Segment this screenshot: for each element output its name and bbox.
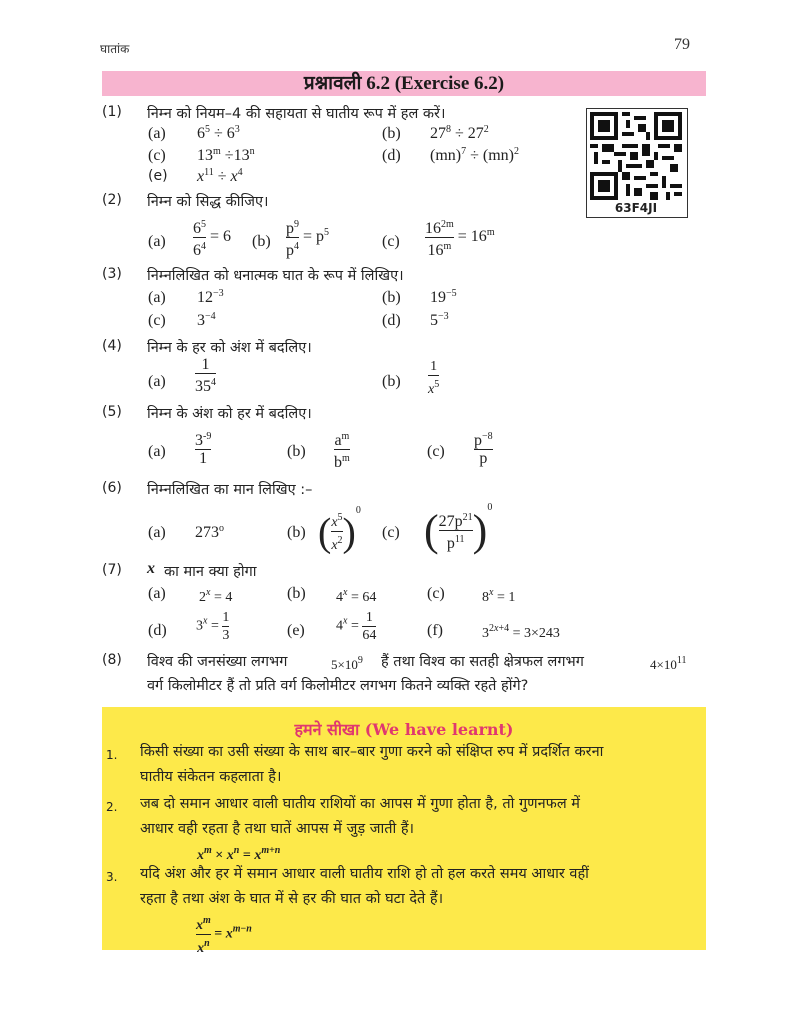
q2c-expr: $\frac{16^{2m}}{16^m}$ = $16^m$ [425,219,495,259]
q7-variable: x [147,560,155,577]
learnt-2-line2: आधार वही रहता है तथा घातें आपस में जुड़ जाती हैं। [140,821,415,837]
q3a-label: (a) [148,289,166,306]
q3-number: (3) [102,266,122,282]
q7e-expr: $4^x$ = $\frac{1}{64}$ [336,610,377,643]
q8-text-2: वर्ग किलोमीटर हैं तो प्रति वर्ग किलोमीटर लगभग कितने व्यक्ति रहते होंगे? [147,678,529,694]
q5-number: (5) [102,404,122,420]
q7d-label: (d) [148,622,167,639]
learnt-2-formula: $x^m \times x^n = x^{m+n}$ [197,845,281,863]
q6-text: निम्नलिखित का मान लिखिए :– [147,482,313,498]
q6b-expr: ( $\frac{x^5}{x^2}$ )$^0$ [318,505,361,555]
q4a-expr: $\frac{1}{35^4}$ [195,356,216,395]
learnt-2-number: 2. [106,800,118,814]
q7b-label: (b) [287,585,306,602]
q3b-label: (b) [382,289,401,306]
q4b-label: (b) [382,373,401,390]
q7f-label: (f) [427,622,443,639]
q8-text-1b: हैं तथा विश्व का सतही क्षेत्रफल लगभग [381,654,584,670]
q2a-expr: $\frac{6^5}{6^4}$ = 6 [193,219,232,259]
q1e-label: (e) [148,168,168,184]
q3d-expr: $5^{-3}$ [430,311,449,329]
q3d-label: (d) [382,312,401,329]
q7e-label: (e) [287,622,305,639]
q4-text: निम्न के हर को अंश में बदलिए। [147,340,312,356]
learnt-2-line1: जब दो समान आधार वाली घातीय राशियों का आपस में गुणा होता है, तो गुणनफल में [140,796,580,812]
q5a-expr: $\frac{3^{-9}}{1}$ [195,431,212,467]
learnt-3-line2: रहता है तथा अंश के घात में से हर की घात को घटा देते हैं। [140,891,444,907]
q5-text: निम्न के अंश को हर में बदलिए। [147,406,312,422]
q3a-expr: $12^{-3}$ [197,288,224,306]
learnt-title: हमने सीखा (We have learnt) [294,720,514,739]
q7a-expr: $2^x = 4$ [199,587,233,605]
q8-number: (8) [102,652,122,668]
q3c-expr: $3^{-4}$ [197,311,216,329]
q8-area: $4\times 10^{11}$ [650,655,687,672]
q1a-label: (a) [148,125,166,142]
q6-number: (6) [102,480,122,496]
q4-number: (4) [102,338,122,354]
q5c-expr: $\frac{p^{-8}}{p}$ [474,431,493,467]
q2a-label: (a) [148,233,166,250]
q5b-expr: $\frac{a^m}{b^m}$ [334,431,350,471]
q1-number: (1) [102,104,122,120]
learnt-1-line1: किसी संख्या का उसी संख्या के साथ बार–बार गुणा करने को संक्षिप्त रुप में प्रदर्शित करना [140,744,604,760]
q4b-expr: $\frac{1}{x^5}$ [428,359,440,397]
learnt-3-number: 3. [106,870,118,884]
learnt-1-number: 1. [106,748,118,762]
q1c-expr: $13^m \div 13^n$ [197,146,255,164]
q7c-expr: $8^x = 1$ [482,587,516,605]
q2c-label: (c) [382,233,400,250]
qr-code-icon [590,112,682,200]
q3-text: निम्नलिखित को धनात्मक घात के रूप में लिखिए। [147,268,404,284]
qr-label: 63F4JI [614,201,658,215]
q2b-label: (b) [252,233,271,250]
q4a-label: (a) [148,373,166,390]
q2b-expr: $\frac{p^9}{p^4}$ = $p^5$ [286,219,330,259]
q1-text: निम्न को नियम–4 की सहायता से घातीय रूप में हल करें। [147,106,446,122]
learnt-1-line2: घातीय संकेतन कहलाता है। [140,769,282,785]
q7-text: का मान क्या होगा [164,564,257,580]
q7d-expr: $3^x$ = $\frac{1}{3}$ [196,610,230,643]
q7b-expr: $4^x = 64$ [336,587,377,605]
q7c-label: (c) [427,585,445,602]
q8-text-1a: विश्व की जनसंख्या लगभग [147,654,288,670]
q3c-label: (c) [148,312,166,329]
q1e-expr: $x^{11} \div x^4$ [197,167,243,185]
q6b-label: (b) [287,524,306,541]
q6a-label: (a) [148,524,166,541]
learnt-3-line1: यदि अंश और हर में समान आधार वाली घातीय राशि हो तो हल करते समय आधार वहीं [140,866,589,882]
q6a-expr: 273$^o$ [195,523,224,541]
q8-population: $5\times 10^9$ [331,655,363,672]
q1d-label: (d) [382,147,401,164]
q6c-label: (c) [382,524,400,541]
q1d-expr: (mn)$^7$ ÷ (mn)$^2$ [430,146,519,164]
q5b-label: (b) [287,443,306,460]
exercise-title: प्रश्नावली 6.2 (Exercise 6.2) [102,71,706,96]
q2-number: (2) [102,192,122,208]
q1c-label: (c) [148,147,166,164]
q1b-label: (b) [382,125,401,142]
q7a-label: (a) [148,585,166,602]
q3b-expr: $19^{-5}$ [430,288,457,306]
learnt-3-formula: $\frac{x^m}{x^n}$ = $x^{m-n}$ [196,915,252,956]
q5c-label: (c) [427,443,445,460]
q6c-expr: ( $\frac{27p^{21}}{p^{11}}$ )$^0$ [424,502,493,555]
running-header: घातांक [100,42,130,56]
q7-number: (7) [102,562,122,578]
q1a-expr: $6^5 \div 6^3$ [197,124,240,142]
q5a-label: (a) [148,443,166,460]
page-number: 79 [674,36,690,53]
q7f-expr: $3^{2x+4} = 3\times 243$ [482,623,560,641]
q1b-expr: $27^8 \div 27^2$ [430,124,489,142]
q2-text: निम्न को सिद्ध कीजिए। [147,194,269,210]
